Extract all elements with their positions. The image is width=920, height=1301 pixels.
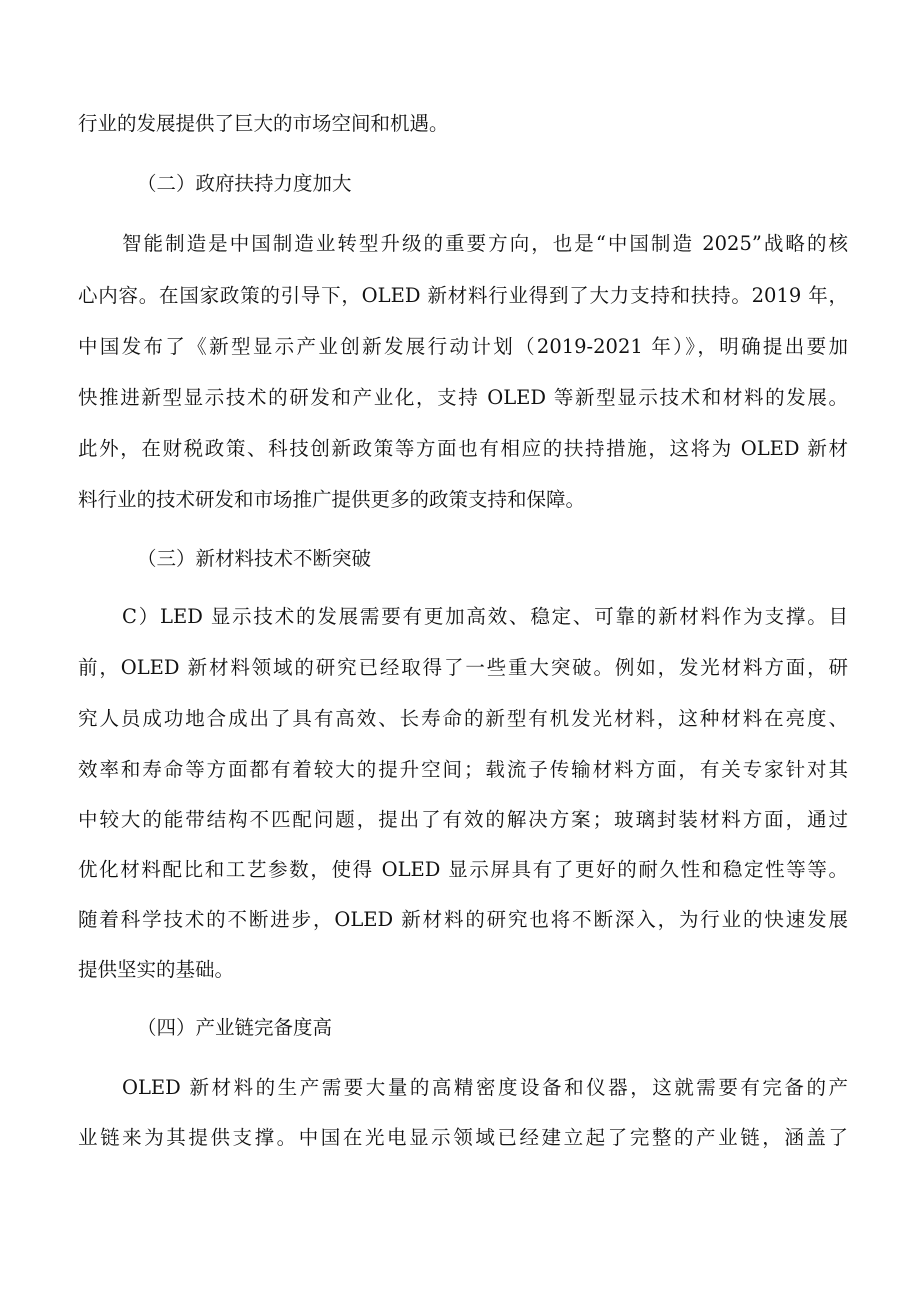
paragraph-line: 业链来为其提供支撑。中国在光电显示领域已经建立起了完整的产业链，涵盖了: [78, 1126, 848, 1149]
paragraph-line: 优化材料配比和工艺参数，使得 OLED 显示屏具有了更好的耐久性和稳定性等等。: [78, 858, 848, 881]
paragraph-line: 此外，在财税政策、科技创新政策等方面也有相应的扶持措施，这将为 OLED 新材: [78, 437, 848, 460]
paragraph-line: 智能制造是中国制造业转型升级的重要方向，也是“中国制造 2025”战略的核: [122, 232, 848, 255]
paragraph-line: 中较大的能带结构不匹配问题，提出了有效的解决方案；玻璃封装材料方面，通过: [78, 808, 848, 831]
paragraph-line: C）LED 显示技术的发展需要有更加高效、稳定、可靠的新材料作为支撑。目: [122, 605, 848, 628]
paragraph-line: 效率和寿命等方面都有着较大的提升空间；载流子传输材料方面，有关专家针对其: [78, 758, 848, 781]
paragraph-line: 料行业的技术研发和市场推广提供更多的政策支持和保障。: [78, 488, 586, 511]
section-heading: （四）产业链完备度高: [137, 1016, 333, 1039]
paragraph-line: 随着科学技术的不断进步，OLED 新材料的研究也将不断深入，为行业的快速发展: [78, 908, 848, 931]
paragraph-line: OLED 新材料的生产需要大量的高精密度设备和仪器，这就需要有完备的产: [122, 1076, 848, 1099]
paragraph-line: 前，OLED 新材料领域的研究已经取得了一些重大突破。例如，发光材料方面，研: [78, 656, 848, 679]
paragraph-line: 提供坚实的基础。: [78, 958, 235, 981]
section-heading: （三）新材料技术不断突破: [137, 547, 372, 570]
paragraph-line: 究人员成功地合成出了具有高效、长寿命的新型有机发光材料，这种材料在亮度、: [78, 707, 848, 730]
paragraph-line: 心内容。在国家政策的引导下，OLED 新材料行业得到了大力支持和扶持。2019 年，: [78, 284, 848, 307]
section-heading: （二）政府扶持力度加大: [137, 172, 352, 195]
paragraph-line: 中国发布了《新型显示产业创新发展行动计划（2019-2021 年）》，明确提出要加: [78, 335, 848, 358]
paragraph-line: 快推进新型显示技术的研发和产业化，支持 OLED 等新型显示技术和材料的发展。: [78, 386, 848, 409]
paragraph-line: 行业的发展提供了巨大的市场空间和机遇。: [78, 112, 449, 135]
